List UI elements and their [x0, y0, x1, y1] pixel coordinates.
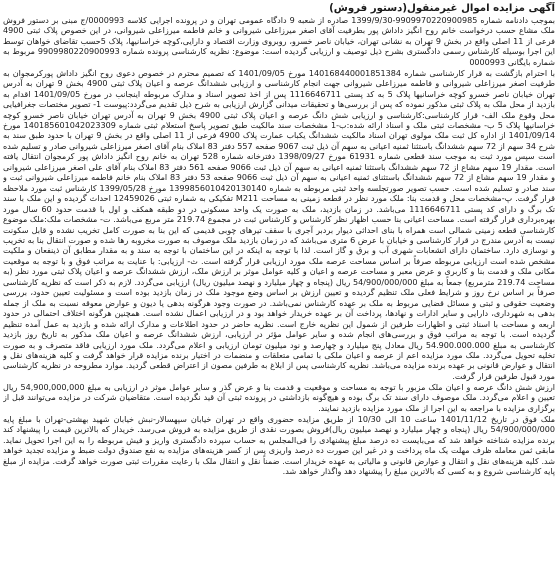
notice-title: آگهی مزایده اموال غیرمنقول(دستور فروش)	[329, 3, 555, 14]
notice-paragraph-order: بموجب دادنامه شماره 9909970220900985-1399/9/30 صادره از شعبه 9 دادگاه عمومی تهران و در پرونده اجرایی کلاسه 0000993/ج مبنی بر دستور فروش ملک مشاع حسب درخواست خانم روح انگیز داداش پور بطرفیت آقای اصغر میرزاعلی شیروانی و خانم فاطمه میرزاعلی شیروانی، در این خصوص پلاک ثبتی 4900 فرعی از 11 اصلی واقع در بخش 9 تهران به نشانی تهران، خیابان ناصر خسرو، روبروی وزارت اقتصاد و دارایی،کوچه خراسانیها، پلاک 5حسب تقاضای خواهان توسط این اجرا بوسیله کارشناس رسمی دادگستری بشرح ذیل توصیف و ارزیابی گردیده است: موضوع: نظریه کارشناسی پرونده شماره 9909980220900993 مربوط به شماره بایگانی 0000993	[3, 16, 555, 67]
notice-paragraph-auction-terms: ملک فوق در تاریخ 1401/11/12 ساعت 10 الی 10/30 از طریق مزایده حضوری واقع در تهران خیابان سپهسالار-نبش خیابان شهید بهشتی-تهران با مبلغ پایه 54/900/000/000 ریال (پنجاه و چهار میلیارد و نهصد میلیون ریال)فروش بصورت نقدی از طریق مزایده به فروش می‌رسد. خریدار که بالاترین قیمت را پیشنهاد کند برنده مزایده شناخته خواهد شد که می‌بایست ده درصد مبلغ پیشنهادی را فی‌المجلس به حساب سپرده دادگستری واریز و فیش مربوطه را به این اجرا تحویل نماید. مابقی ثمن معامله ظرف مهلت یک ماه پرداخت و در غیر این صورت ده درصد واریزی پس از کسر هزینه‌های مزایده به نفع صندوق دولت ضبط و مزایده تجدید خواهد شد. کلیه هزینه‌های نقل و انتقال و عوارض قانونی و مالیاتی به عهده خریدار است. ضمناً نقل و انتقال ملک با رعایت مقررات ثبتی صورت خواهد گرفت. مزایده از مبلغ پایه کارشناسی شروع و به کسی که بالاترین مبلغ را پیشنهاد دهد واگذار خواهد شد.	[3, 414, 555, 476]
auction-notice	[3, 2, 555, 574]
notice-paragraph-valuation: ارزش شش دانگ عرصه و اعیان ملک مزبور با توجه به مساحت و موقعیت و قدمت بنا و عرض گذر و سایر عوامل موثر در ارزیابی به مبلغ 54,900,000,000 ریال تعیین و اعلام می‌گردد. ملک موصوف دارای سند تک برگ بوده و هیچ‌گونه بازداشتی در پرونده ثبتی آن قید نگردیده است. متقاضیان شرکت در مزایده می‌توانند قبل از برگزاری مزایده با مراجعه به این اجرا از ملک مورد مزایده بازدید نمایند.	[3, 382, 555, 413]
notice-paragraph-expert-report: با احترام بازگشت به قرار کارشناسی شماره 140168440001851384 مورخ 1401/09/05 که تصمیم محترم در خصوص دعوی روح انگیز داداش پورکرمجوان به طرفیت اصغر میرزاعلی شیروانی و فاطمه میرزاعلی شیروانی جهت انجام کارشناسی و ارزیابی ششدانگ عرصه و اعیان پلاک ثبتی 4900 بخش 9 تهران به آدرس تهران خیابان ناصر خسرو کوچه خراسانیها پلاک 5 به کد پستی 1116646711 پس از اخذ تصویر اسناد و مدارک مربوطه اینجانب در مورخ 1401/09/05 اقدام به بازدید از محل ملک به پلاک ثبتی مذکور نموده که پس از بررسی‌ها و تحقیقات میدانی گزارش ارزیابی به شرح ذیل تقدیم می‌گردد:پیوست 1- تصویر مختصات جغرافیایی محل وقوع ملک الف- قرار کارشناسی:کارشناسی و ارزیابی شش دانگ عرصه و اعیان پلاک ثبتی 4900 بخش 9 تهران به آدرس تهران خیابان ناصر خسرو کوچه خراسانیها پلاک 5 ب- مشخصات ثبتی ملک و اسناد ارائه شده:ب-1 مشخصات سند مالکیت طبق تصویر پاسخ استعلام ثبتی شماره 140185601042023309 مورخ 1401/09/14 از اداره کل ثبت ملک مولوی تهران اسناد مالکیت ششدانگ یکباب عمارت پلاک 4900 فرعی از 11 اصلی واقع در بخش 9 تهران با حدود طبق سند به شرح 34 سهم از 72 سهم ششدانگ باستثنا ثمنیه اعیانی به سهم آن ذیل ثبت 9067 صفحه 557 دفتر 83 املاک بنام آقای اصغر میرزاعلی شیروانی صادر و تسلیم شده است سپس مورد ثبت به موجب سند قطعی شماره 61931 مورخ 1398/09/27 دفترخانه شماره 528 تهران به خانم روح انگیز داداش پور کرمجوان انتقال یافته است. مقدار 19 سهم مشاع از 72 سهم ششدانگ باستثنا ثمنیه اعیانی به سهم آن ذیل ثبت 9066 صفحه 561 دفتر 83 املاک بنام آقای علی اصغر میرزاعلی شیروانی و مقدار 19 سهم مشاع از 72 سهم ششدانگ باستثنای ثمنیه اعیانی به سهم آن ذیل ثبت 9066 صفحه 53 دفتر 83 املاک بنام خانم فاطمه میرزاعلی شیروانی ثبت و سند صادر و تسلیم شده است. حسب تصویر صورتجلسه واحد ثبتی مربوطه به شماره 1399856010420130140 مورخ 1399/05/28 کارشناس ثبت مورد ملاحظه قرار گرفت. پ-مشخصات محل و قدمت بنا: ملک مورد نظر در قطعه زمینی به مساحت M211 تفکیکی به شماره ثبتی 12459026 احداث گردیده و این ملک با سند تک برگ و دارای کد پستی 1116646711 می‌باشد. در زمان بازدید، ملک به صورت یک واحد مسکونی در دو طبقه همکف و اول با قدمت حدود 60 سال مورد بهره‌برداری قرار گرفته است. مساحت اعیانی بنا حسب اظهار نظر کارشناس و کارشناس ثبت در مجموع 219.74 متر مربع می‌باشد. ت- مشخصات ملک:ملک موضوع کارشناسی قطعه زمینی شمالی است همراه با بنای احداثی دیوار بردبر آجری با سقف تیرهای چوبی قدیمی که این بنا به صورت کامل تخریب نشده و قابل سکونت نیست به آدرس مندرج در قرار کارشناسی و خیابان با عرض 6 متری می‌باشد که در زمان بازدید ملک موصوف به صورت مخروبه رها شده و صورت انتقال بنا به تخریب و نوسازی دارد. ساختمان دارای انشعابات شهری آب و برق و گاز است. لذا با توجه به اینکه در این ساختمان با توجه به سند و به مقدار مطابق آن ذینفعان و ملکیت مشخص شده است ارزیابی مربوطه صرفاً بر اساس مساحت عرصه ملک مورد ارزیابی قرار گرفته است. ث- ارزیابی: با عنایت به مراتب فوق و با توجه به موقعیت مکانی ملک و قدمت بنا و کاربری و عرض معبر و مساحت عرصه و اعیان و کلیه عوامل موثر بر ارزش ملک، ارزش ششدانگ عرصه و اعیان پلاک ثبتی مورد نظر (به مساحت 219.74 مترمربع) جمعاً به مبلغ 54/900/000/000 ریال (پنجاه و چهار میلیارد و نهصد میلیون ریال) ارزیابی می‌گردد. لازم به ذکر است که نظریه کارشناسی صرفاً بر اساس نرخ روز و شرایط فعلی ملک تنظیم گردیده و تعیین ارزش بر اساس وضع موجود ملک در زمان بازدید بوده است و مسئولیت تعیین حدود، بررسی وضعیت حقوقی و ثبتی و مسائل قضایی مربوط به ملک بر عهده کارشناس نمی‌باشد. در صورت وجود هرگونه بدهی یا دیون و عوارض معوقه نسبت به ملک از جمله بدهی به شهرداری، دارایی و سایر ادارات و نهادها، پرداخت آن بر عهده خریدار خواهد بود و در ارزیابی اعمال نشده است. همچنین هرگونه اختلاف احتمالی در حدود اربعه و مساحت با اسناد ثبتی و اظهارات طرفین از شمول این نظریه خارج است. نظریه حاضر در حدود اطلاعات و مدارک ارائه شده و بازدید به عمل آمده تنظیم گردیده است. با توجه به مراتب فوق و بررسی‌های انجام شده و سایر عوامل مؤثر در ارزیابی، ارزش ششدانگ عرصه و اعیان ملک مذکور به تاریخ روز بازدید کارشناسی به مبلغ 54.900.000.000 ریال معادل پنج میلیارد و چهارصد و نود میلیون تومان ارزیابی و اعلام می‌گردد. ملک مورد ارزیابی فاقد متصرف و به صورت تخلیه تحویل می‌گردد. ملک مورد مزایده اعم از عرصه و اعیان ملکی با تمامی متعلقات و منضمات در اختیار برنده مزایده قرار خواهد گرفت و کلیه هزینه‌های نقل و انتقال و عوارض قانونی بر عهده برنده مزایده می‌باشد. نظریه کارشناسی پس از ابلاغ به طرفین مصون از اعتراض قطعی گردید. موارد مطروحه در نظریه کارشناسی مورد قبول طرفین قرار گرفت.	[3, 68, 555, 381]
